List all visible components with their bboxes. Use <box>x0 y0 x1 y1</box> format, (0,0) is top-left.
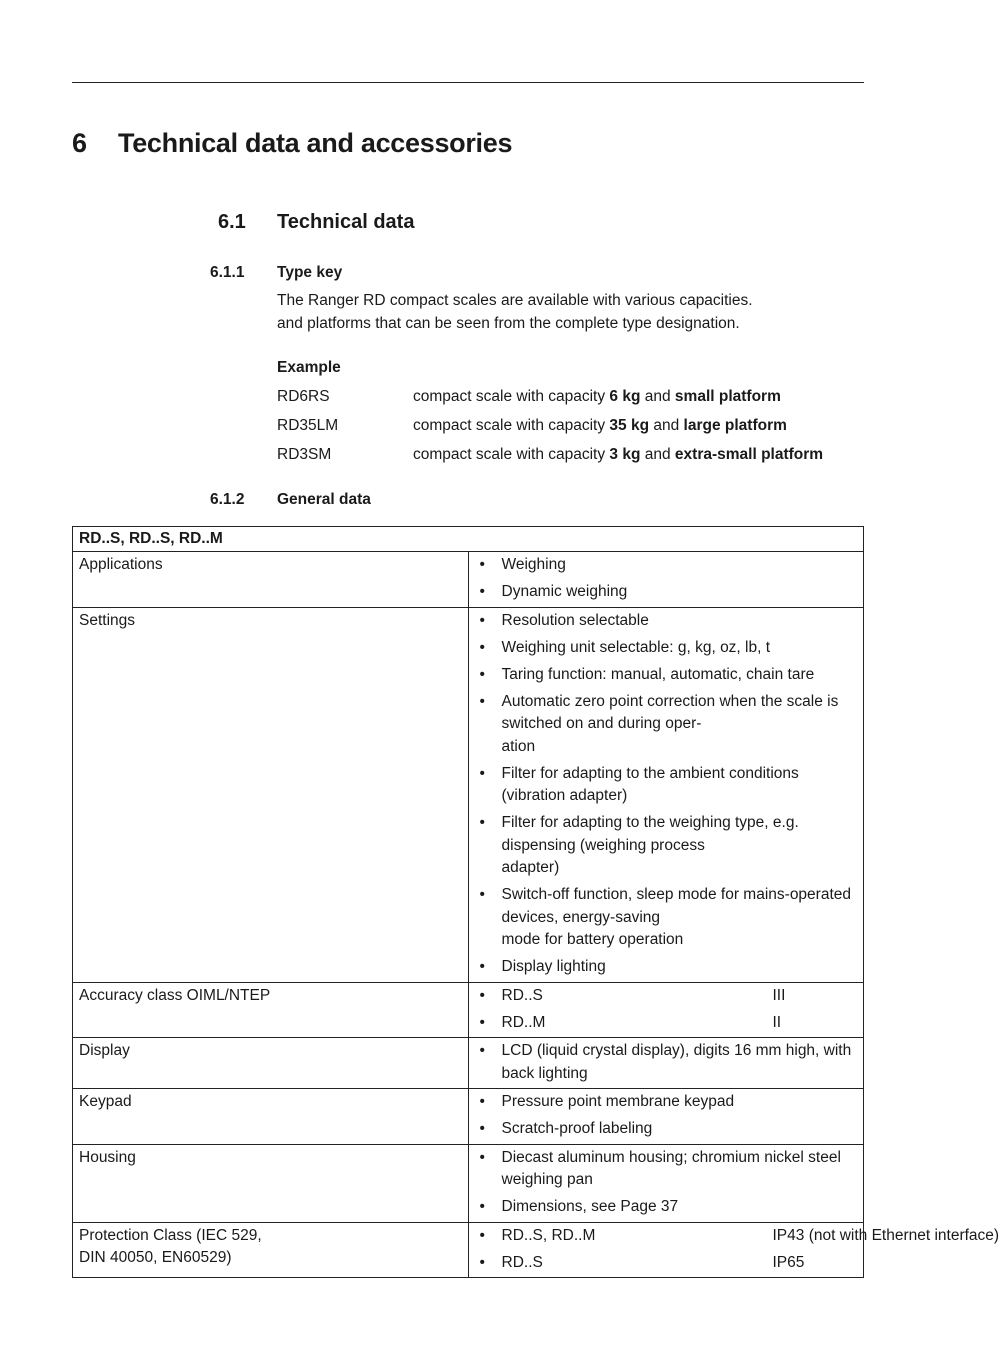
table-row <box>73 607 864 982</box>
row-items <box>468 1038 864 1089</box>
table-header-row <box>73 527 864 552</box>
example-description: compact scale with capacity 3 kg and extra-small platform <box>413 446 824 463</box>
table-row <box>73 1144 864 1222</box>
chapter-heading <box>72 128 512 159</box>
list-item: • Scratch-proof labeling <box>479 1120 653 1137</box>
example-description: compact scale with capacity 35 kg and large platform <box>413 417 787 434</box>
row-label: Housing <box>73 1144 469 1222</box>
row-items <box>468 552 864 608</box>
subsection-title: Type key <box>277 264 343 281</box>
row-items <box>468 982 864 1038</box>
example-label: Example <box>277 359 341 376</box>
item-value: III <box>772 986 786 1004</box>
row-label: Keypad <box>73 1089 469 1145</box>
row-label: Accuracy class OIML/NTEP <box>73 982 469 1038</box>
table-row <box>73 552 864 608</box>
example-description: compact scale with capacity 6 kg and small platform <box>413 388 781 405</box>
table-row <box>73 982 864 1038</box>
list-item: • Pressure point membrane keypad <box>479 1093 735 1110</box>
row-label: Display <box>73 1038 469 1089</box>
row-items <box>468 1222 999 1278</box>
example-code: RD35LM <box>277 417 339 434</box>
intro-line-1: The Ranger RD compact scales are available with various capacities. <box>277 292 753 309</box>
list-item: • Dynamic weighing <box>479 583 628 600</box>
chapter-title: Technical data and accessories <box>118 128 513 158</box>
list-item: • RD..M II <box>475 1012 858 1035</box>
section-number: 6.1 <box>218 211 246 233</box>
table-header: RD..S, RD..S, RD..M <box>73 527 864 552</box>
section-title: Technical data <box>277 211 415 233</box>
subsection-number: 6.1.2 <box>210 491 245 508</box>
item-value: II <box>772 1013 782 1031</box>
row-label: Applications <box>73 552 469 608</box>
example-code: RD6RS <box>277 388 330 405</box>
list-item: • Automatic zero point correction when the scale is switched on and during oper- ation <box>479 692 839 755</box>
list-item: • Dimensions, see Page 37 <box>479 1198 679 1215</box>
general-data-table <box>72 526 999 1278</box>
example-code: RD3SM <box>277 446 332 463</box>
list-item: • Weighing <box>479 556 566 573</box>
intro-line-2: and platforms that can be seen from the complete type designation. <box>277 315 740 332</box>
list-item: • Display lighting <box>479 958 606 975</box>
item-value: IP43 (not with Ethernet interface) <box>772 1226 999 1244</box>
table-row <box>73 1089 864 1145</box>
list-item: • Diecast aluminum housing; chromium nickel steel weighing pan <box>479 1148 841 1188</box>
list-item: • Resolution selectable <box>479 611 649 629</box>
list-item: • Taring function: manual, automatic, chain tare <box>479 665 815 683</box>
item-value: IP65 <box>772 1253 805 1271</box>
list-item: • Filter for adapting to the weighing type, e.g. dispensing (weighing process adapter) <box>479 814 799 876</box>
table-row <box>73 1038 864 1089</box>
table-row <box>73 1222 864 1278</box>
list-item: • Switch-off function, sleep mode for mains-operated devices, energy-saving mode for battery operation <box>479 886 852 948</box>
header-rule <box>72 82 864 83</box>
list-item: • Filter for adapting to the ambient conditions (vibration adapter) <box>479 764 799 804</box>
list-item: • RD..S IP65 <box>475 1252 858 1275</box>
list-item: • LCD (liquid crystal display), digits 16 mm high, with back lighting <box>479 1042 852 1082</box>
chapter-number: 6 <box>72 128 87 158</box>
subsection-number: 6.1.1 <box>210 264 245 281</box>
row-items <box>468 607 864 982</box>
list-item: • RD..S III <box>475 985 858 1008</box>
row-label: Protection Class (IEC 529, DIN 40050, EN60529) <box>73 1222 469 1278</box>
subsection-title: General data <box>277 491 371 508</box>
list-item: • Weighing unit selectable: g, kg, oz, lb, t <box>479 638 771 656</box>
list-item: • RD..S, RD..M IP43 (not with Ethernet interface) <box>475 1225 858 1248</box>
row-items <box>468 1144 864 1222</box>
row-items <box>468 1089 864 1145</box>
row-label: Settings <box>73 607 469 982</box>
